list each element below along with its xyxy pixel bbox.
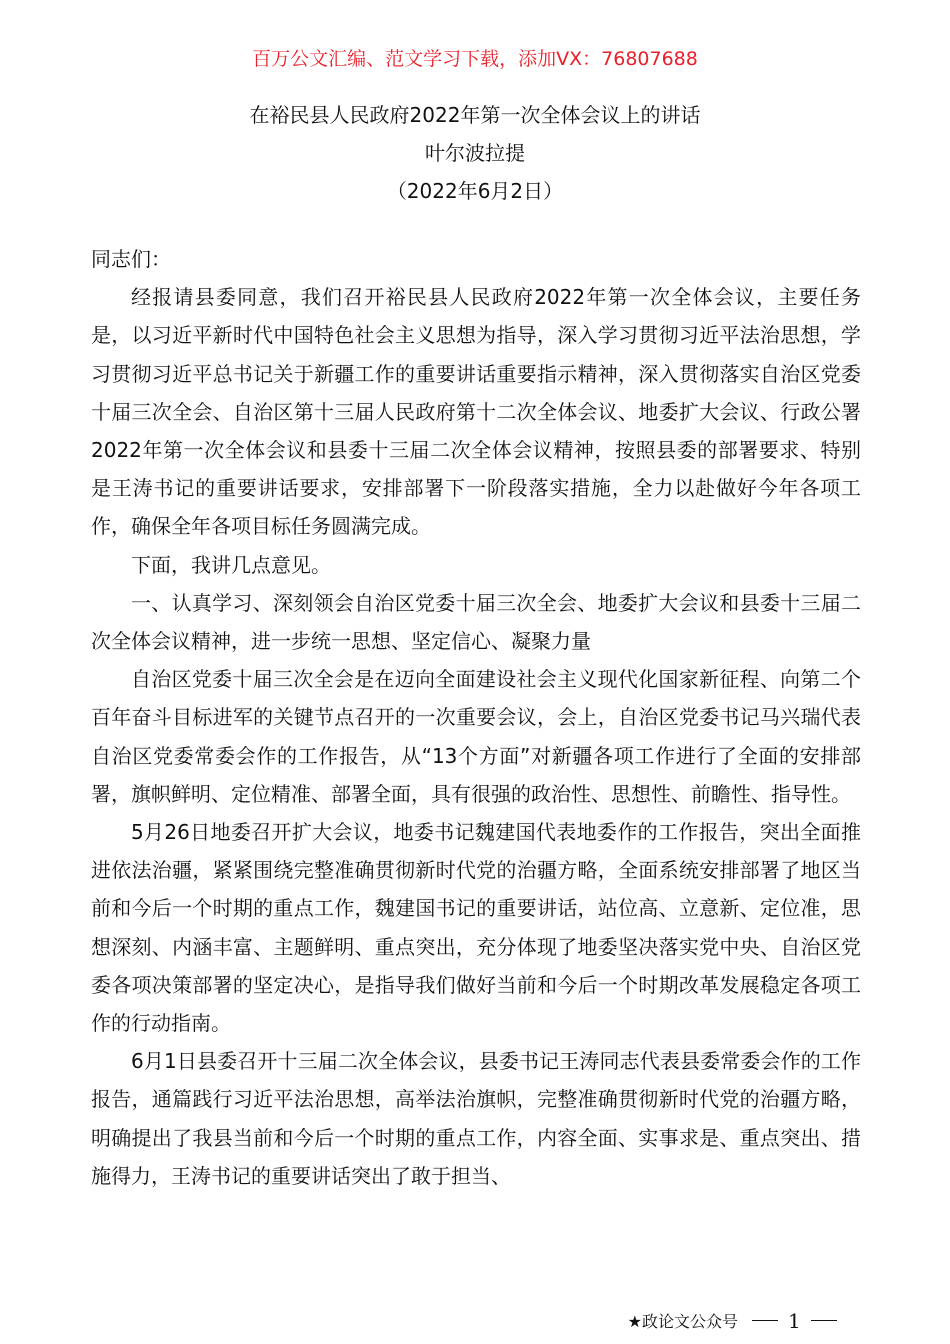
paragraph-transition: 下面，我讲几点意见。 — [131, 552, 331, 577]
document-body — [91, 240, 861, 1195]
footer-source: ★政论文公众号 — [627, 1312, 738, 1331]
paragraph-prefecture: 5月26日地委召开扩大会议，地委书记魏建国代表地委作的工作报告，突出全面推进依法治疆，紧紧围绕完整准确贯彻新时代党的治疆方略，全面系统安排部署了地区当前和今后一个时期的重点工作，魏建国书记的重要讲话，站位高、立意新、定位准，思想深刻、内涵丰富、主题鲜明、重点突出，充分体现了地委坚决落实党中央、自治区党委各项决策部署的坚定决心，是指导我们做好当前和今后一个时期改革发展稳定各项工作的行动指南。 — [91, 820, 861, 1036]
watermark-banner: 百万公文汇编、范文学习下载，添加VX：76807688 — [252, 48, 698, 70]
speaker-name: 叶尔波拉提 — [425, 141, 525, 165]
speech-title: 在裕民县人民政府2022年第一次全体会议上的讲话 — [249, 103, 701, 127]
page-number-dash-right — [811, 1320, 837, 1321]
page-number-value: 1 — [788, 1309, 801, 1333]
paragraph-intro: 经报请县委同意，我们召开裕民县人民政府2022年第一次全体会议，主要任务是，以习近平新时代中国特色社会主义思想为指导，深入学习贯彻习近平法治思想，学习贯彻习近平总书记关于新疆工作的重要讲话重要指示精神，深入贯彻落实自治区党委十届三次全会、自治区第十三届人民政府第十二次全体会议、地委扩大会议、行政公署2022年第一次全体会议和县委十三届二次全体会议精神，按照县委的部署要求、特别是王涛书记的重要讲话要求，安排部署下一阶段落实措施，全力以赴做好今年各项工作，确保全年各项目标任务圆满完成。 — [91, 285, 861, 539]
section-heading-1: 一、认真学习、深刻领会自治区党委十届三次全会、地委扩大会议和县委十三届二次全体会议精神，进一步统一思想、坚定信心、凝聚力量 — [91, 590, 861, 654]
speech-date: （2022年6月2日） — [386, 179, 564, 203]
page-number — [752, 1308, 837, 1334]
salutation: 同志们： — [91, 247, 171, 271]
title-block — [0, 96, 950, 210]
page-number-dash-left — [752, 1320, 778, 1321]
paragraph-county: 6月1日县委召开十三届二次全体会议，县委书记王涛同志代表县委常委会作的工作报告，通篇践行习近平法治思想，高举法治旗帜，完整准确贯彻新时代党的治疆方略，明确提出了我县当前和今后一个时期的重点工作，内容全面、实事求是、重点突出、措施得力，王涛书记的重要讲话突出了敢于担当、 — [91, 1049, 861, 1188]
page-footer — [0, 1310, 950, 1336]
paragraph-autonomous-region: 自治区党委十届三次全会是在迈向全面建设社会主义现代化国家新征程、向第二个百年奋斗目标进军的关键节点召开的一次重要会议，会上，自治区党委书记马兴瑞代表自治区党委常委会作的工作报告，从“13个方面”对新疆各项工作进行了全面的安排部署，旗帜鲜明、定位精准、部署全面，具有很强的政治性、思想性、前瞻性、指导性。 — [91, 667, 861, 806]
